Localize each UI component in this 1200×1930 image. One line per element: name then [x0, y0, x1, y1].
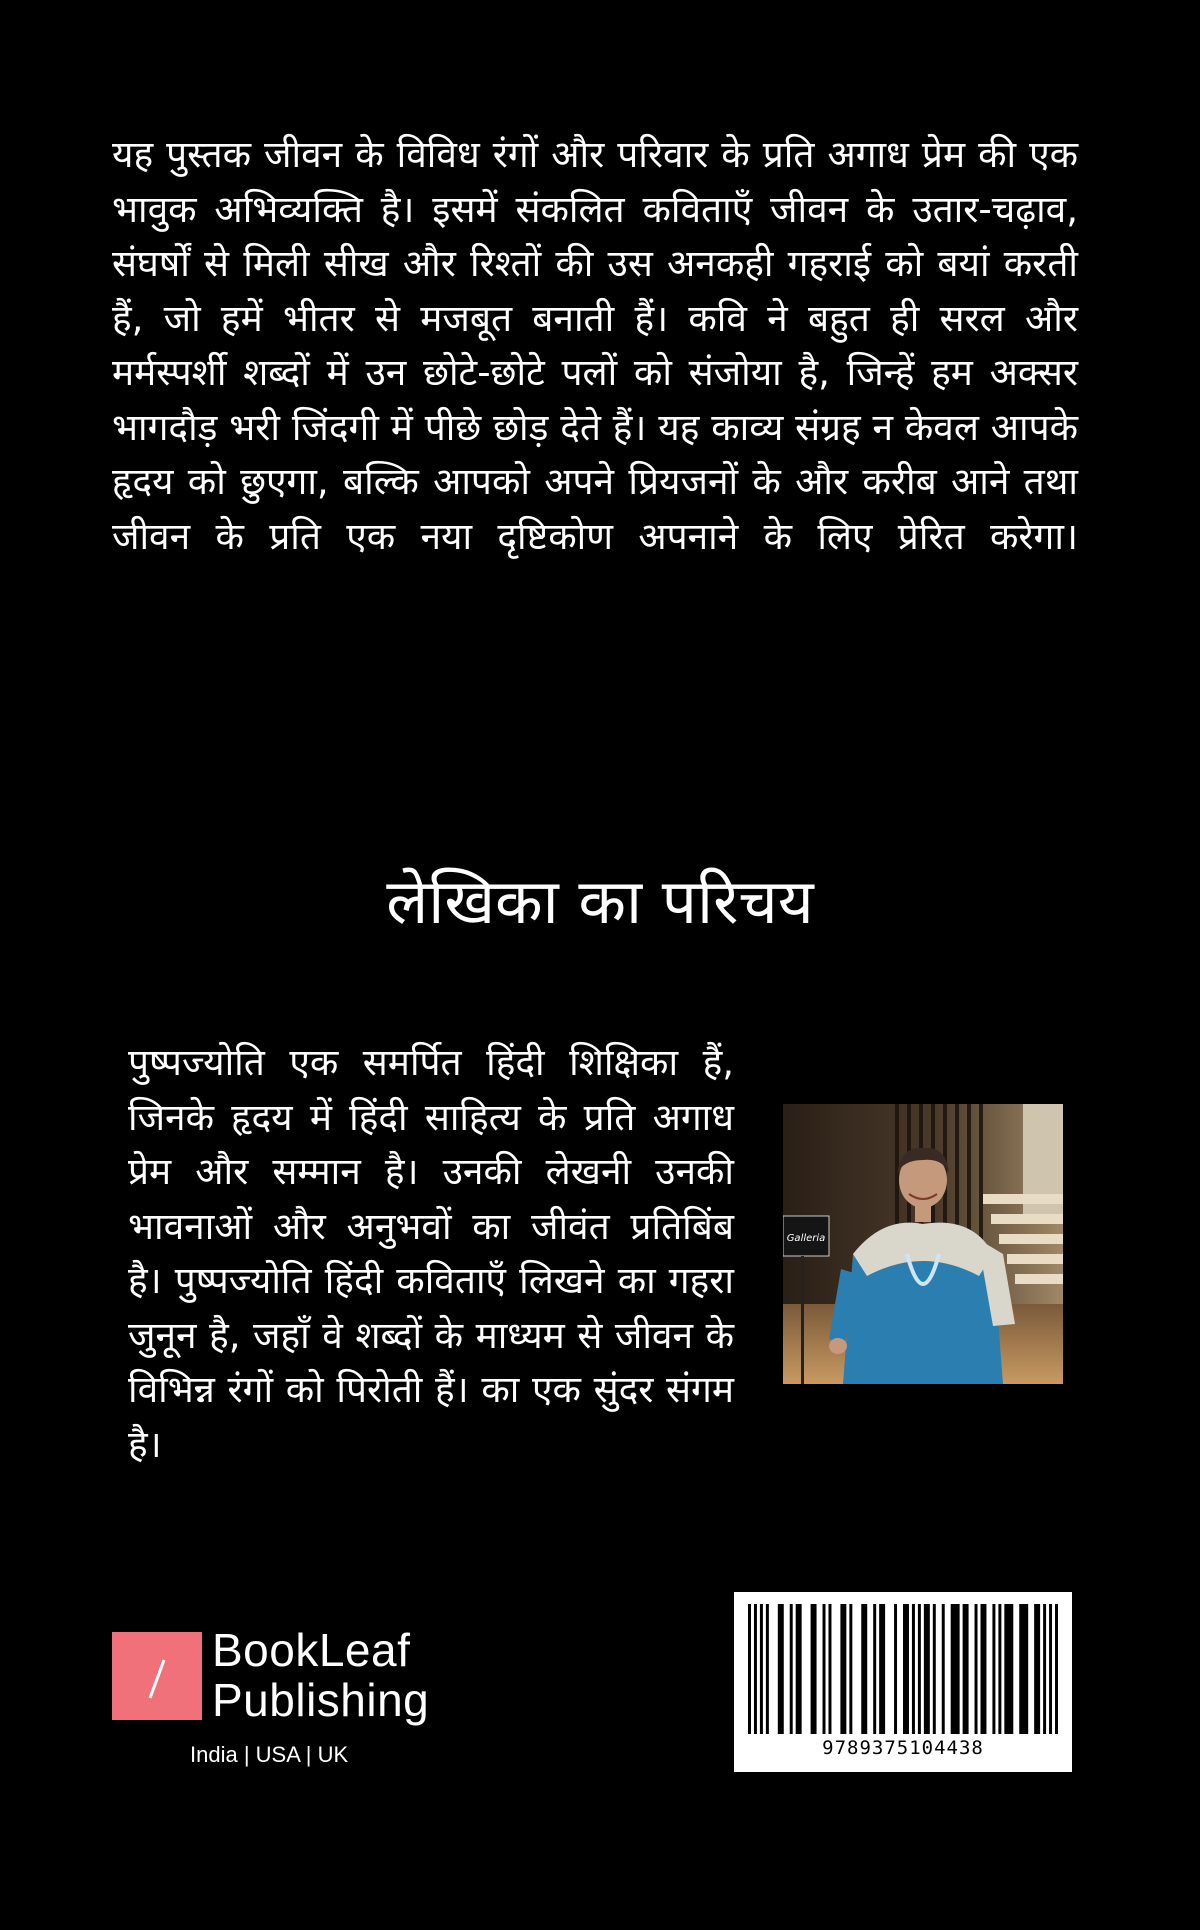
barcode-bar — [879, 1604, 885, 1734]
publisher-name-line1: BookLeaf — [212, 1624, 411, 1676]
publisher-regions: India | USA | UK — [190, 1742, 349, 1767]
barcode-bar — [1055, 1604, 1058, 1734]
author-bio: पुष्पज्योति एक समर्पित हिंदी शिक्षिका हैं, जिनके हृदय में हिंदी साहित्य के प्रति अगाध प्रेम और सम्मान है। उनकी लेखनी उनकी भावनाओं और अनुभवों का जीवंत प्रतिबिंब है। पुष्पज्योति हिंदी कविताएँ लिखने का गहरा जुनून है, जहाँ वे शब्दों के माध्यम से जीवन के विभिन्न रंगों को पिरोती हैं। का एक सुंदर संगम है। — [128, 1041, 734, 1466]
barcode-bar — [1034, 1604, 1040, 1734]
publisher-name-line2: Publishing — [212, 1674, 430, 1726]
barcode-bar — [828, 1604, 831, 1734]
author-intro-heading: लेखिका का परिचय — [386, 865, 814, 938]
barcode-bar — [1049, 1604, 1052, 1734]
barcode-bar — [811, 1604, 817, 1734]
barcode-bar — [998, 1604, 1001, 1734]
publisher-name — [212, 1625, 429, 1725]
barcode-bar — [766, 1604, 769, 1734]
barcode-bar — [849, 1604, 852, 1734]
barcode-bar — [1019, 1604, 1028, 1734]
photo-sign-text: Galleria — [786, 1233, 826, 1244]
barcode-bar — [823, 1604, 826, 1734]
isbn-barcode — [734, 1592, 1072, 1772]
barcode-bar — [981, 1604, 987, 1734]
barcode-bar — [840, 1604, 846, 1734]
barcode-bar — [942, 1604, 945, 1734]
publisher-logo — [112, 1625, 452, 1775]
barcode-bar — [951, 1604, 960, 1734]
barcode-bar — [992, 1604, 995, 1734]
isbn-number: 9789375104438 — [822, 1737, 984, 1759]
barcode-bar — [933, 1604, 936, 1734]
barcode-bar — [790, 1604, 793, 1734]
barcode-bar — [760, 1604, 763, 1734]
barcode-bar — [861, 1604, 867, 1734]
barcode-bar — [1004, 1604, 1013, 1734]
barcode-bar — [912, 1604, 915, 1734]
barcode-bar — [975, 1604, 978, 1734]
author-photo — [783, 1104, 1063, 1384]
barcode-bar — [963, 1604, 969, 1734]
barcode-bar — [924, 1604, 930, 1734]
barcode-bar — [873, 1604, 876, 1734]
barcode-bars — [734, 1592, 1072, 1736]
barcode-bar — [778, 1604, 784, 1734]
bookleaf-slash-icon — [112, 1632, 202, 1720]
barcode-bar — [894, 1604, 897, 1734]
back-cover-blurb: यह पुस्तक जीवन के विविध रंगों और परिवार के प्रति अगाध प्रेम की एक भावुक अभिव्यक्ति है। इसमें संकलित कविताएँ जीवन के उतार-चढ़ाव, संघर्षों से मिली सीख और रिश्तों की उस अनकही गहराई को बयां करती हैं, जो हमें भीतर से मजबूत बनाती हैं। कवि ने बहुत ही सरल और मर्मस्पर्शी शब्दों में उन छोटे-छोटे पलों को संजोया है, जिन्हें हम अक्सर भागदौड़ भरी जिंदगी में पीछे छोड़ देते हैं। यह काव्य संग्रह न केवल आपके हृदय को छुएगा, बल्कि आपको अपने प्रियजनों के और करीब आने तथा जीवन के प्रति एक नया दृष्टिकोण अपनाने के लिए प्रेरित करेगा। — [112, 133, 1078, 558]
barcode-bar — [754, 1604, 757, 1734]
barcode-bar — [918, 1604, 921, 1734]
barcode-bar — [903, 1604, 909, 1734]
barcode-bar — [748, 1604, 751, 1734]
barcode-bar — [1043, 1604, 1046, 1734]
barcode-bar — [796, 1604, 802, 1734]
